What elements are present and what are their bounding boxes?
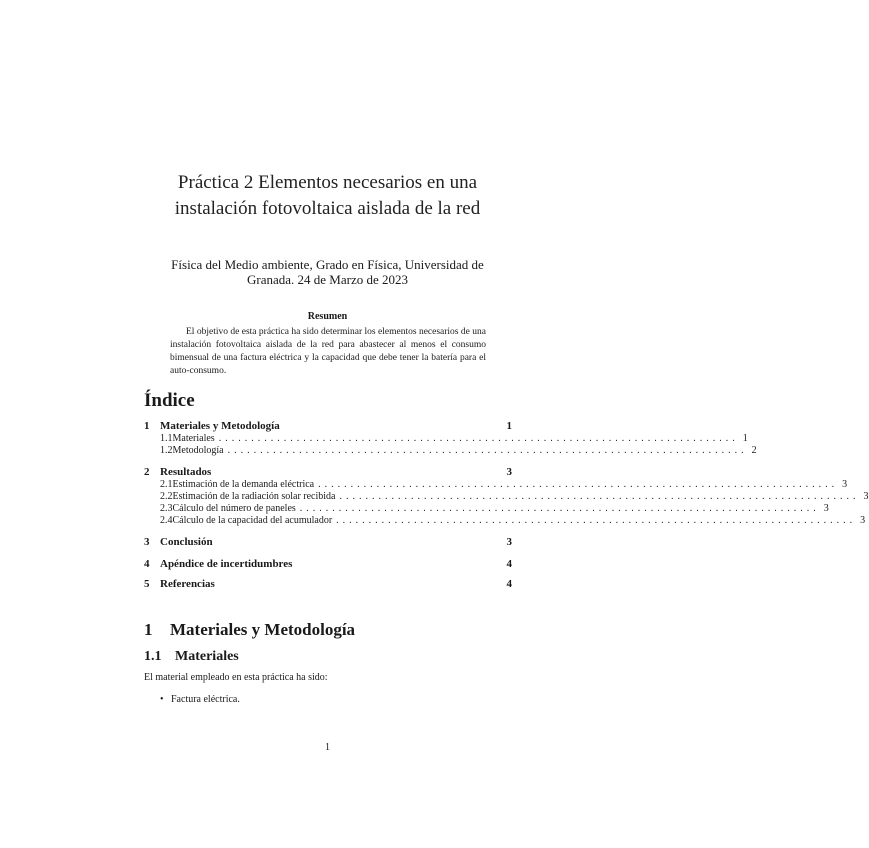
section-title: Materiales y Metodología [170, 620, 356, 639]
toc-subsection-number: 1.1 [160, 433, 173, 444]
toc-subsection-label: Metodología [172, 445, 224, 456]
bullet-icon: • [160, 694, 164, 705]
toc-section-label: Apéndice de incertidumbres [160, 558, 293, 570]
toc-section-label: Conclusión [160, 536, 213, 548]
toc-subsection-entry[interactable] [144, 503, 829, 515]
subsection-number: 1.1 [144, 649, 162, 664]
toc-subsection-number: 2.3 [160, 503, 173, 514]
toc-subsection-label: Cálculo de la capacidad del acumulador [172, 515, 333, 526]
toc-leader-dots: ................................................................................ [336, 515, 857, 526]
toc-subsection-label: Estimación de la demanda eléctrica [172, 479, 315, 490]
toc-section-entry[interactable] [144, 557, 512, 571]
section-heading [144, 620, 355, 640]
toc-page-number: 3 [842, 479, 848, 490]
list-item-text: Factura eléctrica. [171, 694, 240, 705]
toc-subsection-number: 2.1 [160, 479, 173, 490]
toc-page-number: 3 [506, 536, 512, 548]
toc-subsection-entry[interactable] [144, 433, 748, 445]
toc-page-number: 1 [506, 420, 512, 432]
toc-subsection-entry[interactable] [144, 491, 869, 503]
toc-leader-dots: ................................................................................ [299, 503, 820, 514]
toc-page-number: 2 [751, 445, 757, 456]
abstract-text: El objetivo de esta práctica ha sido determinar los elementos necesarios de una instalación fotovoltaica aislada de la red para abastecer al menos el consumo bimensual de una factura eléctrica y la capacidad que debe tener la batería para el auto-consumo. [170, 327, 486, 376]
toc-section-number: 2 [144, 466, 150, 478]
toc-section-number: 1 [144, 420, 150, 432]
toc-page-number: 3 [823, 503, 829, 514]
toc-section-label: Referencias [160, 578, 215, 590]
toc-subsection-entry[interactable] [144, 445, 757, 457]
toc-section-number: 3 [144, 536, 150, 548]
toc-subsection-number: 2.2 [160, 491, 173, 502]
toc-page-number: 4 [506, 558, 512, 570]
toc-heading: Índice [144, 390, 195, 411]
toc-page-number: 3 [860, 515, 866, 526]
toc-section-entry[interactable] [144, 465, 512, 479]
section-number: 1 [144, 620, 153, 639]
toc-subsection-label: Materiales [172, 433, 215, 444]
toc-section-entry[interactable] [144, 577, 512, 591]
toc-subsection-entry[interactable] [144, 515, 866, 527]
document-title: Práctica 2 Elementos necesarios en una instalación fotovoltaica aislada de la red [174, 172, 481, 219]
table-of-contents [144, 419, 869, 591]
subsection-heading [144, 649, 239, 665]
toc-page-number: 4 [506, 578, 512, 590]
toc-subsection-label: Cálculo del número de paneles [172, 503, 296, 514]
toc-section-entry[interactable] [144, 535, 512, 549]
document-author-line: Física del Medio ambiente, Grado en Física, Universidad de Granada. 24 de Marzo de 2023 [171, 257, 484, 287]
toc-page-number: 3 [863, 491, 869, 502]
toc-leader-dots: ................................................................................ [227, 445, 748, 456]
toc-section-label: Resultados [160, 466, 212, 478]
toc-page-number: 1 [742, 433, 748, 444]
body-paragraph: El material empleado en esta práctica ha sido: [144, 672, 328, 683]
toc-section-number: 5 [144, 578, 150, 590]
toc-subsection-number: 2.4 [160, 515, 173, 526]
toc-leader-dots: ................................................................................ [218, 433, 739, 444]
toc-section-number: 4 [144, 558, 150, 570]
page-number: 1 [325, 742, 330, 753]
abstract-heading: Resumen [307, 311, 348, 322]
toc-section-entry[interactable] [144, 419, 512, 433]
subsection-title: Materiales [175, 649, 239, 664]
toc-leader-dots: ................................................................................ [339, 491, 860, 502]
toc-subsection-number: 1.2 [160, 445, 173, 456]
toc-section-label: Materiales y Metodología [160, 420, 280, 432]
toc-subsection-entry[interactable] [144, 479, 848, 491]
toc-page-number: 3 [506, 466, 512, 478]
toc-leader-dots: ................................................................................ [318, 479, 839, 490]
toc-subsection-label: Estimación de la radiación solar recibida [172, 491, 336, 502]
list-item [160, 694, 240, 705]
